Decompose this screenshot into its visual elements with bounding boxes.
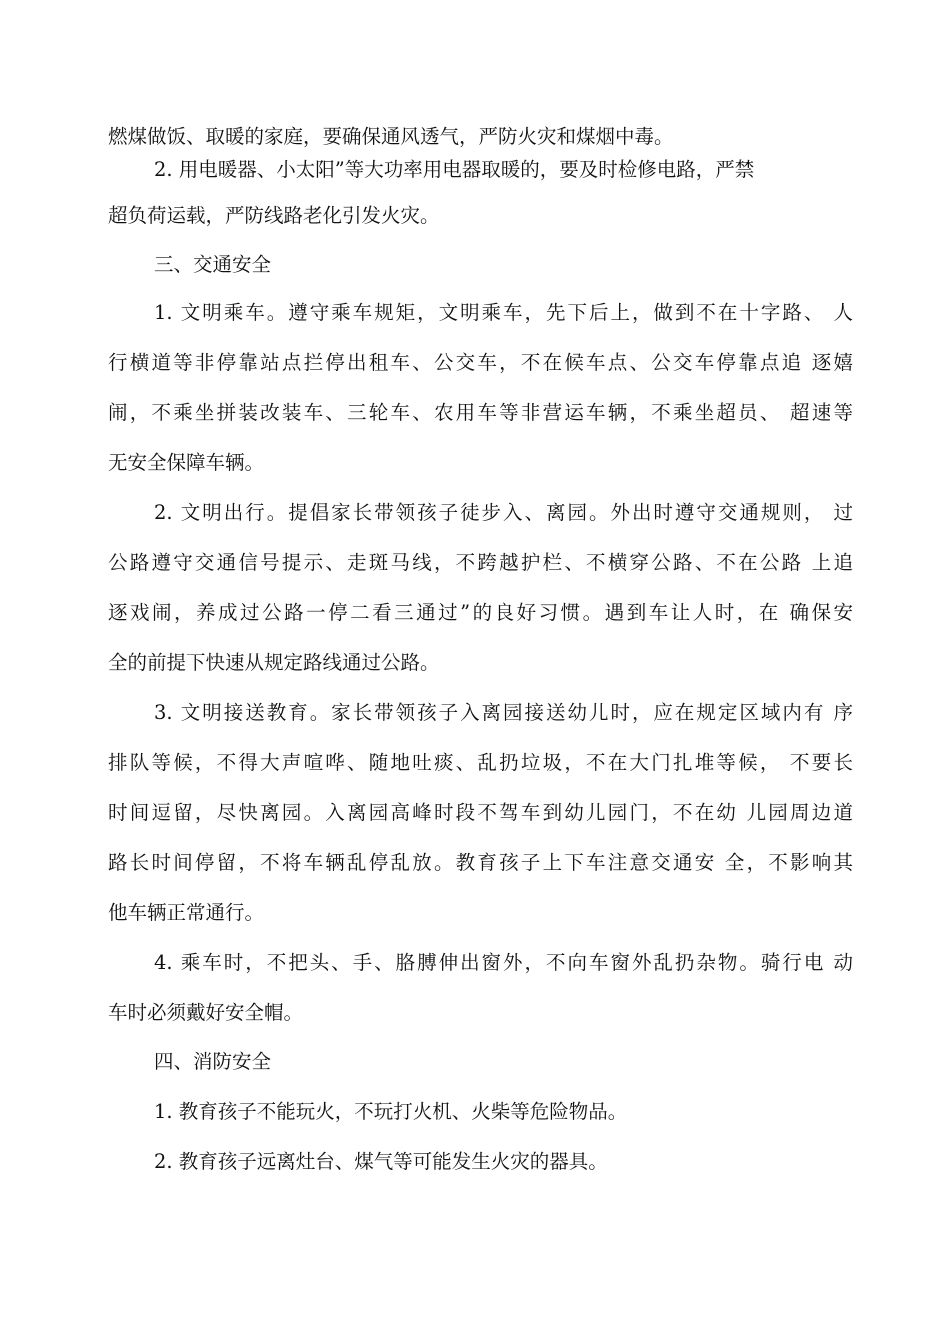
- text-line: 2. 教育孩子远离灶台、煤气等可能发生火灾的器具。: [154, 1150, 608, 1173]
- text-line: 车时必须戴好安全帽。: [108, 1001, 304, 1024]
- text-line: 公路遵守交通信号提示、走斑马线，不跨越护栏、不横穿公路、不在公路 上追: [108, 551, 853, 574]
- text-line: 燃煤做饭、取暖的家庭，要确保通风透气，严防火灾和煤烟中毒。: [108, 125, 674, 148]
- text-line: 排队等候，不得大声喧哗、随地吐痰、乱扔垃圾，不在大门扎堆等候， 不要长: [108, 751, 853, 774]
- text-line: 时间逗留，尽快离园。入离园高峰时段不驾车到幼儿园门，不在幼 儿园周边道: [108, 801, 853, 824]
- text-line: 2. 用电暖器、小太阳”等大功率用电器取暖的，要及时检修电路，严禁: [154, 158, 755, 181]
- section-heading: 三、交通安全: [154, 253, 272, 276]
- text-line: 1. 教育孩子不能玩火，不玩打火机、火柴等危险物品。: [154, 1100, 628, 1123]
- text-line: 4. 乘车时，不把头、手、胳膊伸出窗外，不向车窗外乱扔杂物。骑行电 动: [154, 951, 853, 974]
- text-line: 他车辆正常通行。: [108, 901, 265, 924]
- text-line: 闹，不乘坐拼装改装车、三轮车、农用车等非营运车辆，不乘坐超员、 超速等: [108, 401, 853, 424]
- section-heading: 四、消防安全: [154, 1050, 272, 1073]
- text-line: 1. 文明乘车。遵守乘车规矩，文明乘车，先下后上，做到不在十字路、 人: [154, 301, 853, 324]
- text-line: 行横道等非停靠站点拦停出租车、公交车，不在候车点、公交车停靠点追 逐嬉: [108, 351, 853, 374]
- text-line: 无安全保障车辆。: [108, 451, 265, 474]
- text-line: 2. 文明出行。提倡家长带领孩子徒步入、离园。外出时遵守交通规则， 过: [154, 501, 853, 524]
- text-line: 逐戏闹，养成过公路一停二看三通过”的良好习惯。遇到车让人时，在 确保安: [108, 601, 853, 624]
- text-line: 路长时间停留，不将车辆乱停乱放。教育孩子上下车注意交通安 全，不影响其: [108, 851, 853, 874]
- text-line: 超负荷运载，严防线路老化引发火灾。: [108, 204, 440, 227]
- text-line: 全的前提下快速从规定路线通过公路。: [108, 651, 440, 674]
- text-line: 3. 文明接送教育。家长带领孩子入离园接送幼儿时，应在规定区域内有 序: [154, 701, 853, 724]
